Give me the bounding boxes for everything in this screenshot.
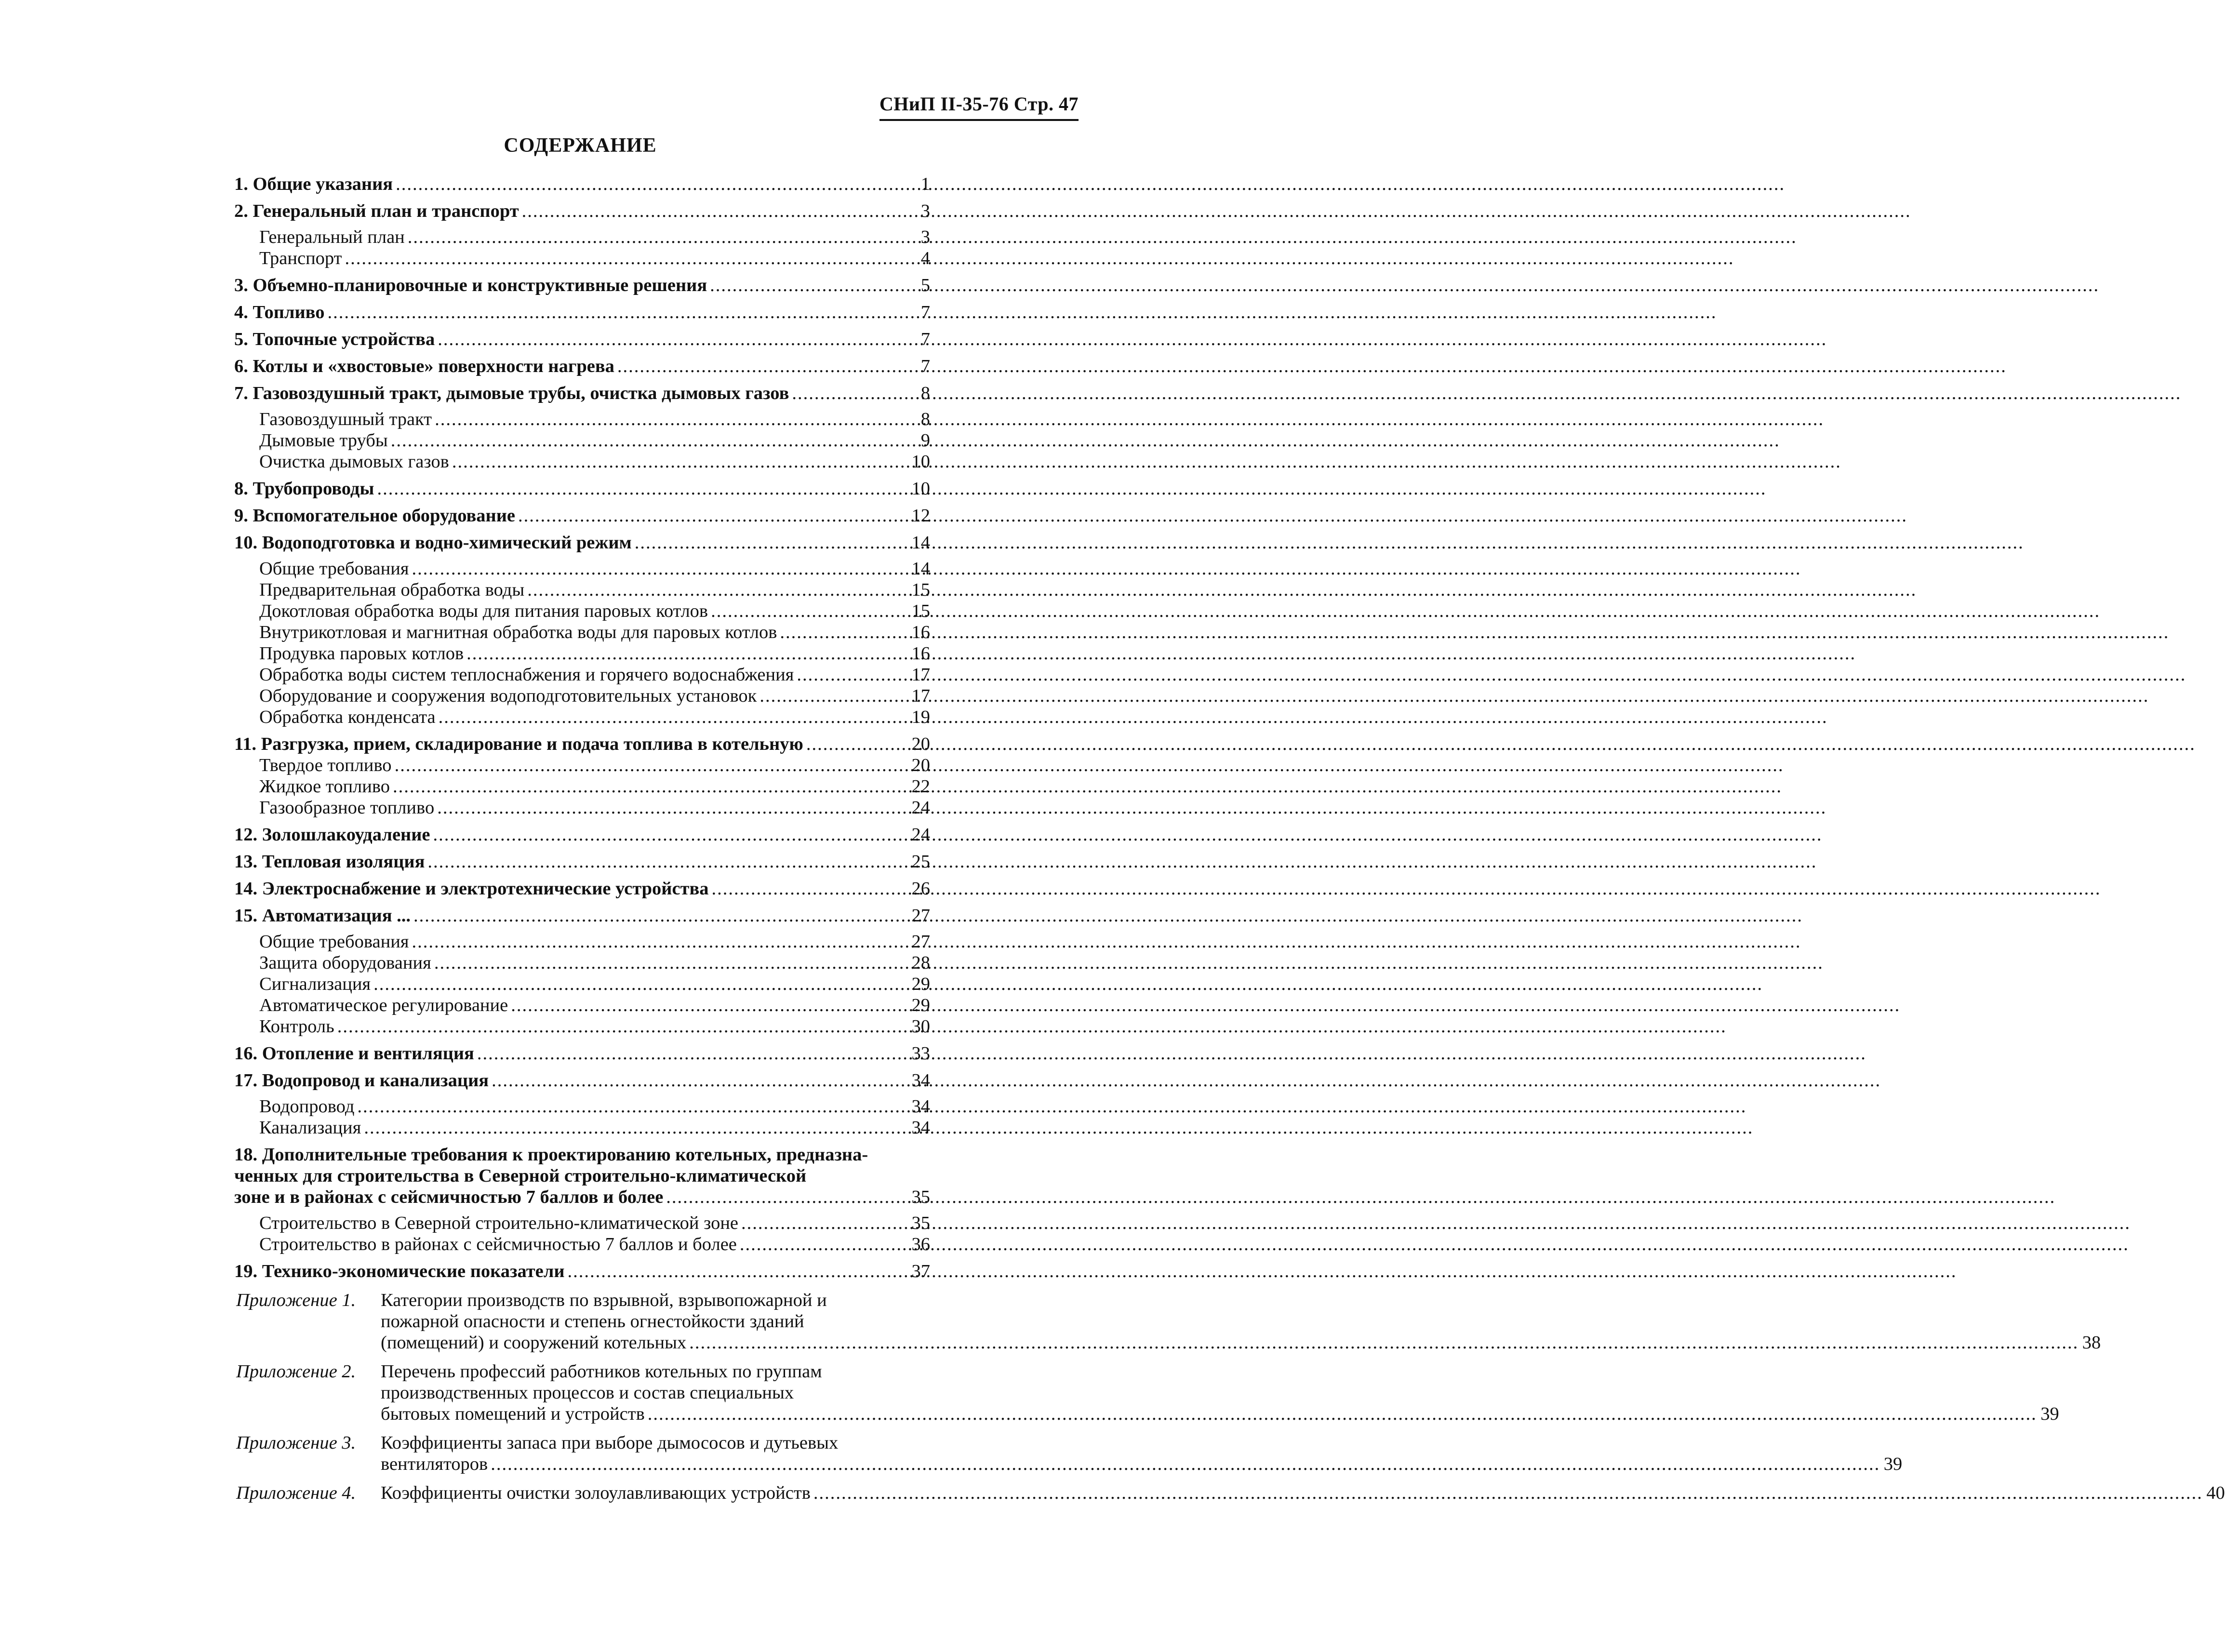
dot-leader [466,643,908,664]
toc-subentry [234,430,930,451]
toc-subentry-label: Очистка дымовых газов [259,452,449,472]
toc-subentry-page-number: 34 [911,1118,930,1138]
toc-entry-label: 4. Топливо [234,302,325,322]
toc-subentry-label: Канализация [259,1118,361,1138]
toc-entry-18-line: 18. Дополнительные требования к проектированию котельных, предназна- [234,1145,868,1165]
toc-entry [234,905,930,926]
toc-subentry-page-number: 24 [911,798,930,818]
toc-entry-label: 6. Котлы и «хвостовые» поверхности нагрева [234,356,614,376]
toc-subentry-label: Твердое топливо [259,755,392,775]
toc-subentry-page-number: 3 [920,227,930,247]
appendix-text-line: производственных процессов и состав специальных [381,1383,794,1403]
toc-subentry [234,409,930,430]
toc-subentry-label: Контроль [259,1016,334,1037]
toc-entry-19 [234,1261,930,1282]
dot-leader [393,776,908,797]
toc-entry [234,383,930,404]
toc-subentry [234,558,930,579]
toc-subentry [234,1096,930,1117]
toc-entry [234,356,930,377]
toc-entry-label: 1. Общие указания [234,174,393,194]
toc-subentry-label: Жидкое топливо [259,776,390,797]
toc-subentry-label: Генеральный план [259,227,405,247]
toc-entry-19-label: 19. Технико-экономические показатели [234,1261,565,1281]
toc-subentry [234,776,930,797]
appendix-entry [234,1361,2059,1425]
toc-entry-19-page-number: 37 [911,1261,930,1281]
appendix-text-line: Категории производств по взрывной, взрывопожарной и [381,1290,827,1310]
toc-entry [234,200,930,222]
toc-subentry-page-number: 22 [911,776,930,797]
toc-subentry-page-number: 35 [911,1213,930,1233]
dot-leader [689,1332,2078,1353]
dot-leader [434,952,908,973]
toc-subentry [234,706,930,728]
dot-leader [396,173,908,195]
toc-entry-label: 10. Водоподготовка и водно-химический режим [234,533,632,553]
toc-subentry-label: Газообразное топливо [259,798,435,818]
dot-leader [373,973,908,995]
toc-entry-page-number: 8 [920,383,930,403]
toc-entry-label: 13. Тепловая изоляция [234,852,425,872]
toc-entry-label: 9. Вспомогательное оборудование [234,506,516,526]
toc-subentry-label: Внутрикотловая и магнитная обработка воды для паровых котлов [259,622,777,642]
dot-leader [792,383,908,404]
toc-entry-18-last-label: зоне и в районах с сейсмичностью 7 баллов и более [234,1187,664,1207]
toc-entry-page-number: 24 [911,825,930,845]
toc-subentry-page-number: 17 [911,686,930,706]
toc-subentry-page-number: 29 [911,974,930,994]
dot-leader [412,558,908,579]
dot-leader [797,664,908,685]
toc-entry-page-number: 3 [920,201,930,221]
dot-leader [438,329,908,350]
toc-subentry-label: Дымовые трубы [259,430,388,451]
dot-leader [357,1096,908,1117]
appendix-last-line [381,1403,2059,1425]
toc-subentry-label: Строительство в Северной строительно-климатической зоне [259,1213,739,1233]
toc-entry-18 [234,1144,930,1208]
toc-entry-label: 12. Золошлакоудаление [234,825,430,845]
toc-entry-page-number: 26 [911,879,930,899]
appendix-entry [234,1432,1903,1475]
toc-subentry-page-number: 34 [911,1096,930,1117]
toc-subentry [234,797,930,818]
toc-subentry [234,622,930,643]
dot-leader [710,275,908,296]
toc-subentry-label: Строительство в районах с сейсмичностью 7 баллов и более [259,1234,737,1254]
dot-leader [364,1117,908,1138]
toc-subentry [234,451,930,472]
dot-leader [806,733,908,755]
toc-subentry [234,248,930,269]
toc-subentry-label: Докотловая обработка воды для питания паровых котлов [259,601,708,621]
appendix-last-line-label: (помещений) и сооружений котельных [381,1332,687,1353]
toc-subentry-label: Сигнализация [259,974,371,994]
appendix-label: Приложение 2. [236,1361,356,1382]
toc-subentry-page-number: 16 [911,643,930,664]
appendix-label: Приложение 4. [236,1483,356,1503]
toc-subentry [234,973,930,995]
toc-entry-18-line: ченных для строительства в Северной строительно-климатической [234,1166,807,1186]
dot-leader [391,430,908,451]
page-header: СНиП II-35-76 Стр. 47 [879,93,1079,121]
dot-leader [759,685,908,706]
toc-entry-label: 7. Газовоздушный тракт, дымовые трубы, очистка дымовых газов [234,383,789,403]
appendix-last-line-page-number: 39 [2040,1404,2059,1424]
toc-entry [234,878,930,899]
toc-subentry [234,664,930,685]
appendix-last-line-label: вентиляторов [381,1454,488,1474]
dot-leader [452,451,908,472]
toc-entry-page-number: 7 [920,356,930,376]
dot-leader [437,797,908,818]
dot-leader [491,1453,1880,1475]
toc-subentry-page-number: 10 [911,452,930,472]
toc-subentry-page-number: 27 [911,932,930,952]
appendix-last-line-page-number: 39 [1883,1454,1903,1474]
appendix-text-line: Перечень профессий работников котельных по группам [381,1361,822,1382]
dot-leader [408,226,908,248]
table-of-contents [234,173,2225,1504]
toc-subentry [234,1016,930,1037]
appendix-text-line: Коэффициенты запаса при выборе дымососов и дутьевых [381,1433,839,1453]
appendix-last-line [381,1453,1902,1475]
toc-entry-page-number: 20 [911,734,930,754]
toc-entry [234,1043,930,1064]
dot-leader [635,532,908,553]
toc-subentry-label: Защита оборудования [259,953,431,973]
dot-leader [477,1043,908,1064]
dot-leader [568,1261,908,1282]
toc-subentry-page-number: 30 [911,1016,930,1037]
toc-entry-page-number: 25 [911,852,930,872]
toc-entry-18-last [234,1186,930,1208]
toc-entry-label: 15. Автоматизация ... [234,906,411,926]
dot-leader [412,931,908,952]
toc-entry-label: 2. Генеральный план и транспорт [234,201,519,221]
toc-subentry [234,685,930,706]
toc-subentry-label: Предварительная обработка воды [259,580,525,600]
toc-subentry-label: Оборудование и сооружения водоподготовительных установок [259,686,757,706]
toc-entry [234,532,930,553]
toc-subentry-label: Автоматическое регулирование [259,995,508,1015]
toc-entry-page-number: 33 [911,1043,930,1064]
toc-entry [234,478,930,499]
toc-entry-page-number: 27 [911,906,930,926]
toc-subentry-label: Общие требования [259,559,409,579]
toc-subentry-page-number: 4 [920,248,930,268]
dot-leader [395,755,908,776]
toc-subentry-label: Общие требования [259,932,409,952]
toc-subentry [234,952,930,973]
toc-entry-page-number: 34 [911,1070,930,1091]
toc-entry-page-number: 1 [920,174,930,194]
toc-entry-page-number: 12 [911,506,930,526]
dot-leader [527,579,908,600]
toc-entry [234,329,930,350]
toc-subentry-page-number: 36 [911,1234,930,1254]
dot-leader [435,409,908,430]
appendix-last-line-page-number: 40 [2206,1483,2225,1503]
toc-subentry-label: Водопровод [259,1096,355,1117]
dot-leader [492,1070,908,1091]
toc-subentry-page-number: 17 [911,665,930,685]
dot-leader [439,706,908,728]
toc-subentry-page-number: 29 [911,995,930,1015]
toc-entry-page-number: 14 [911,533,930,553]
toc-entry [234,275,930,296]
appendix-entry [234,1482,2225,1504]
dot-leader [518,505,908,526]
dot-leader [711,600,908,622]
toc-subentry-page-number: 15 [911,580,930,600]
toc-entry-label: 14. Электроснабжение и электротехнические устройства [234,879,709,899]
appendix-last-line [381,1332,2101,1353]
toc-entry-page-number: 7 [920,302,930,322]
toc-subentry-page-number: 19 [911,707,930,727]
toc-entry-label: 5. Топочные устройства [234,329,435,349]
toc-entry-label: 3. Объемно-планировочные и конструктивные решения [234,275,707,295]
dot-leader [780,622,908,643]
toc-subentry-label: Обработка конденсата [259,707,436,727]
toc-subentry-page-number: 8 [920,409,930,429]
dot-leader [427,851,908,872]
toc-entry-page-number: 7 [920,329,930,349]
toc-subentry-page-number: 16 [911,622,930,642]
dot-leader [740,1234,908,1255]
toc-entry-label: 8. Трубопроводы [234,479,374,499]
toc-subentry-page-number: 28 [911,953,930,973]
dot-leader [813,1482,2203,1504]
toc-entry [234,302,930,323]
toc-subentry [234,1234,930,1255]
appendix-label: Приложение 1. [236,1290,356,1310]
toc-subentry [234,579,930,600]
toc-subentry [234,600,930,622]
toc-entry-page-number: 10 [911,479,930,499]
toc-entry [234,1070,930,1091]
toc-subentry [234,755,930,776]
toc-subentry [234,1212,930,1234]
toc-subentry-label: Обработка воды систем теплоснабжения и горячего водоснабжения [259,665,794,685]
page-title: СОДЕРЖАНИЕ [504,134,657,157]
dot-leader [617,356,908,377]
toc-entry [234,824,930,845]
toc-subentry [234,1117,930,1138]
toc-entry [234,505,930,526]
dot-leader [511,995,908,1016]
dot-leader [741,1212,908,1234]
dot-leader [337,1016,908,1037]
toc-entry-page-number: 5 [920,275,930,295]
toc-entry [234,173,930,195]
dot-leader [377,478,908,499]
toc-entry [234,851,930,872]
toc-subentry [234,995,930,1016]
toc-entry-18-last-page-number: 35 [911,1187,930,1207]
appendix-last-line-page-number: 38 [2082,1332,2101,1353]
appendix-entry [234,1290,2101,1353]
dot-leader [666,1186,908,1208]
toc-entry-label: 11. Разгрузка, прием, складирование и подача топлива в котельную [234,734,803,754]
toc-entry-label: 16. Отопление и вентиляция [234,1043,474,1064]
appendix-text-line: пожарной опасности и степень огнестойкости зданий [381,1311,804,1332]
toc-subentry-page-number: 14 [911,559,930,579]
toc-subentry [234,643,930,664]
toc-subentry [234,226,930,248]
appendix-last-line-label: бытовых помещений и устройств [381,1404,645,1424]
toc-subentry-label: Продувка паровых котлов [259,643,464,664]
toc-subentry-page-number: 9 [920,430,930,451]
toc-subentry-label: Транспорт [259,248,342,268]
dot-leader [327,302,908,323]
dot-leader [413,905,908,926]
appendix-label: Приложение 3. [236,1433,356,1453]
appendix-last-line-label: Коэффициенты очистки золоулавливающих устройств [381,1483,811,1503]
dot-leader [345,248,908,269]
toc-subentry [234,931,930,952]
toc-entry [234,733,930,755]
dot-leader [648,1403,2037,1425]
toc-subentry-page-number: 15 [911,601,930,621]
dot-leader [712,878,908,899]
toc-subentry-label: Газовоздушный тракт [259,409,432,429]
toc-subentry-page-number: 20 [911,755,930,775]
dot-leader [522,200,908,222]
toc-entry-label: 17. Водопровод и канализация [234,1070,489,1091]
dot-leader [433,824,908,845]
appendix-last-line [381,1482,2225,1504]
